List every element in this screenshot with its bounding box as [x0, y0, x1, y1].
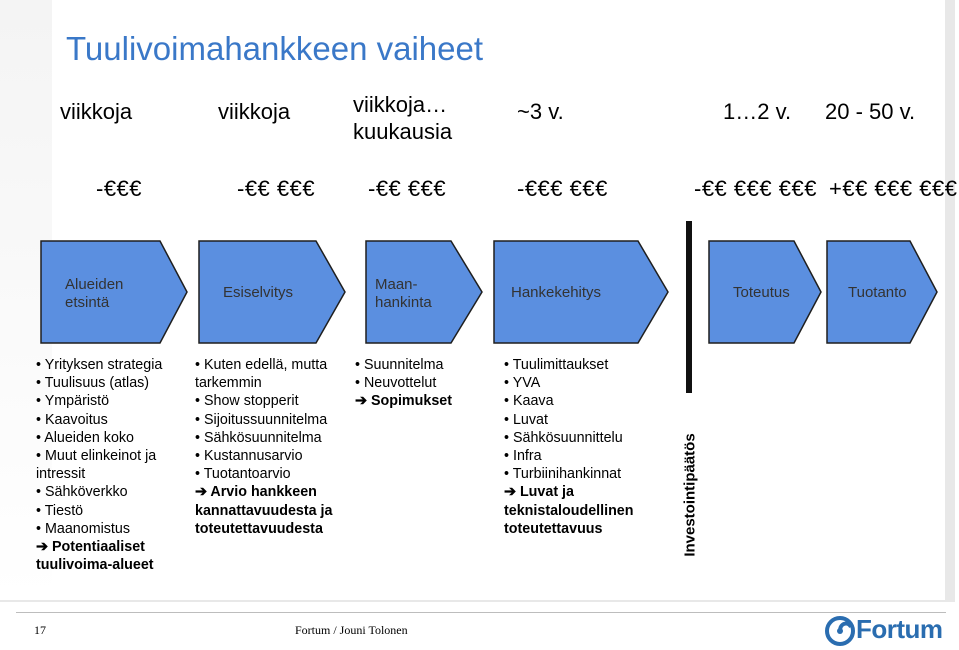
list-item: • Turbiinihankinnat [504, 466, 622, 483]
duration-label: viikkoja [218, 99, 291, 124]
duration-label: ~3 v. [517, 99, 564, 124]
page-number: 17 [34, 623, 46, 637]
list-item: • Sähkösuunnittelu [504, 429, 623, 446]
list-alueiden-etsinta [36, 356, 162, 574]
phase-label: etsintä [65, 294, 110, 311]
investment-decision-divider [686, 221, 692, 393]
fortum-logo [822, 610, 957, 650]
list-item: tarkemmin [195, 375, 262, 392]
list-item: • Maanomistus [36, 520, 130, 537]
phase-chevron-alueiden-etsinta [40, 240, 188, 344]
list-item: toteutettavuudesta [195, 520, 323, 537]
list-item: ➔ Sopimukset [355, 393, 452, 410]
list-item: toteutettavuus [504, 520, 603, 537]
cost-label: -€€ €€€ [237, 176, 316, 201]
phase-label: Tuotanto [848, 284, 907, 301]
list-item: • Sähköverkko [36, 484, 128, 501]
phase-chevron-hankekehitys [493, 240, 669, 344]
duration-label: kuukausia [353, 119, 453, 144]
list-item: • Kuten edellä, mutta [195, 357, 328, 373]
list-item: • Infra [504, 448, 542, 465]
phase-label: Toteutus [733, 284, 790, 301]
duration-label: 20 - 50 v. [825, 99, 916, 124]
list-item: ➔ Arvio hankkeen [195, 484, 317, 501]
list-item: • Ympäristö [36, 393, 110, 410]
list-item: • Kaava [504, 393, 554, 410]
phase-chevron-tuotanto [826, 240, 938, 344]
footer-author: Fortum / Jouni Tolonen [295, 623, 408, 637]
phase-chevron-toteutus [708, 240, 822, 344]
list-item: • Tiestö [36, 502, 84, 519]
footer-divider [16, 612, 946, 613]
phase-chevron-maanhankinta [365, 240, 483, 344]
list-item: • Kustannusarvio [195, 448, 303, 465]
list-item: • Kaavoitus [36, 411, 108, 428]
list-hankekehitys [504, 356, 634, 538]
list-item: • Muut elinkeinot ja [36, 448, 157, 465]
list-item: • Alueiden koko [36, 429, 135, 446]
list-item: • Tuulimittaukset [504, 357, 609, 373]
investment-decision-text: Investointipäätös [681, 433, 699, 557]
list-item: • Show stopperit [195, 393, 299, 410]
duration-label: viikkoja… [353, 92, 448, 117]
cost-label: +€€ €€€ €€€ [829, 176, 958, 201]
phase-chevron-esiselvitys [198, 240, 346, 344]
phase-label: hankinta [375, 294, 432, 311]
investment-decision-label [680, 430, 700, 560]
list-item: • Sijoitussuunnitelma [195, 411, 328, 428]
cost-label: -€€ €€€ [368, 176, 447, 201]
phase-label: Alueiden [65, 276, 124, 293]
list-item: kannattavuudesta ja [195, 502, 333, 519]
duration-label: 1…2 v. [723, 99, 792, 124]
list-item: teknistaloudellinen [504, 502, 634, 519]
phase-label: Maan- [375, 276, 418, 293]
phase-label: Esiselvitys [223, 284, 294, 301]
list-maanhankinta [355, 356, 452, 411]
list-item: • Sähkösuunnitelma [195, 429, 322, 446]
cost-label: -€€€ €€€ [517, 176, 608, 201]
list-item: • Luvat [504, 411, 548, 428]
list-item: ➔ Luvat ja [504, 484, 574, 501]
fortum-logo-wordmark: Fortum [856, 614, 943, 644]
list-item: tuulivoima-alueet [36, 557, 154, 574]
list-item: • Neuvottelut [355, 375, 437, 392]
list-esiselvitys [195, 356, 332, 538]
list-item: ➔ Potentiaaliset [36, 539, 145, 556]
list-item: intressit [36, 466, 86, 483]
slide-title: Tuulivoimahankkeen vaiheet [66, 30, 484, 67]
list-item: • YVA [504, 375, 541, 392]
phase-label: Hankekehitys [511, 284, 602, 301]
list-item: • Tuulisuus (atlas) [36, 375, 150, 392]
cost-label: -€€€ [96, 176, 143, 201]
list-item: • Tuotantoarvio [195, 466, 291, 483]
duration-label: viikkoja [60, 99, 133, 124]
cost-label: -€€ €€€ €€€ [694, 176, 817, 201]
fortum-logo-icon [824, 615, 856, 647]
list-item: • Yrityksen strategia [36, 357, 163, 373]
list-item: • Suunnitelma [355, 357, 444, 373]
